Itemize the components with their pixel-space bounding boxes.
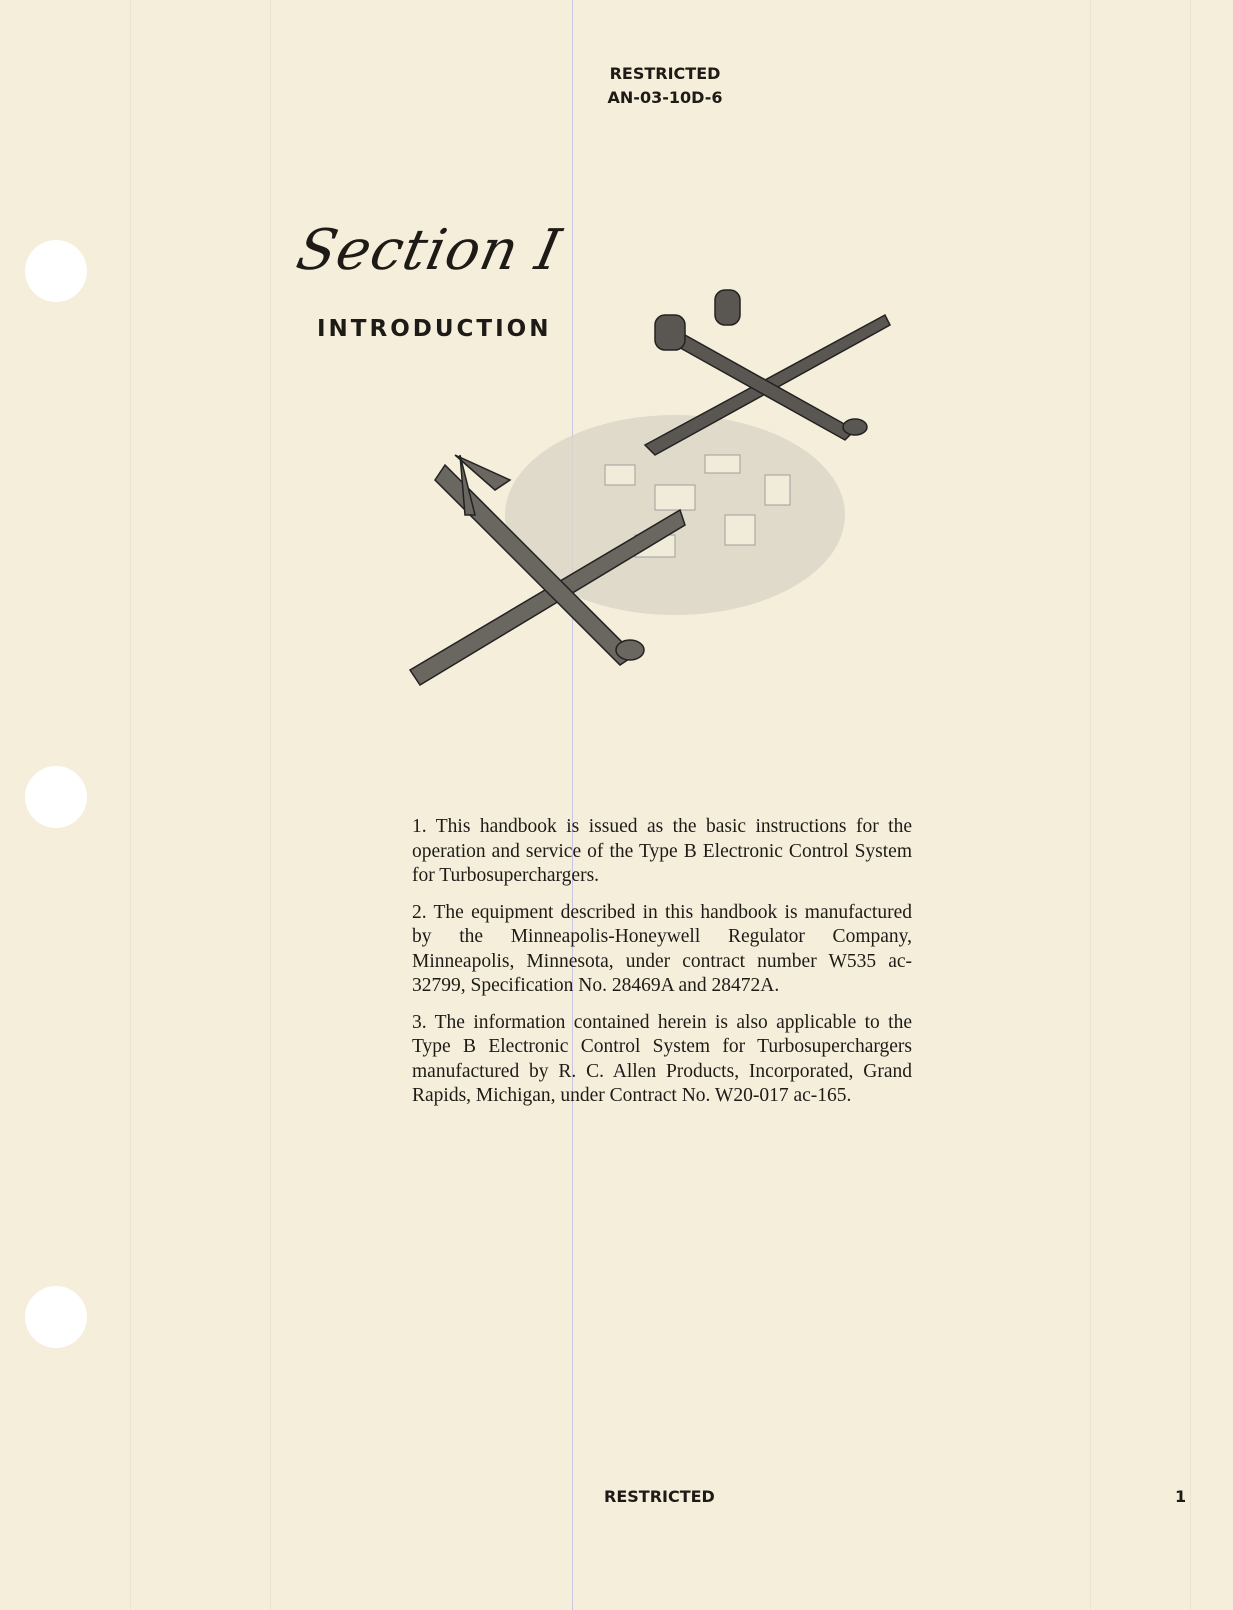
paragraph-1: 1. This handbook is issued as the basic instructions for the operation and service of the Type B Electronic Control System for Turbosuperchargers.	[412, 816, 912, 886]
paper-line	[130, 0, 131, 1610]
paragraph-2: 2. The equipment described in this handbook is manufactured by the Minneapolis-Honeywell Regulator Company, Minneapolis, Minnesota, under contract number W535 ac-32799, Specification No. 28469A and 28472A.	[412, 901, 912, 996]
footer-classification: RESTRICTED	[604, 1487, 715, 1506]
scan-guide-line	[572, 0, 573, 1610]
section-title: Section I	[291, 218, 567, 283]
paragraph-3: 3. The information contained herein is also applicable to the Type B Electronic Control System for Turbosuperchargers manufactured by R. C. Allen Products, Incorporated, Grand Rapids, Michigan, under Contract No. W20-017 ac-165.	[412, 1011, 912, 1106]
header-classification: RESTRICTED	[609, 64, 721, 83]
punch-hole	[25, 240, 87, 302]
section-heading: INTRODUCTION	[317, 316, 552, 342]
bomber-aircraft-illustration	[405, 285, 925, 715]
paper-line	[1190, 0, 1191, 1610]
page-number: 1	[1175, 1487, 1187, 1506]
body-text	[412, 815, 912, 1121]
paper-line	[1090, 0, 1091, 1610]
punch-hole	[25, 1286, 87, 1348]
punch-hole	[25, 766, 87, 828]
upper-bomber	[645, 290, 890, 455]
paper-line	[270, 0, 271, 1610]
document-number: AN-03-10D-6	[607, 88, 723, 107]
